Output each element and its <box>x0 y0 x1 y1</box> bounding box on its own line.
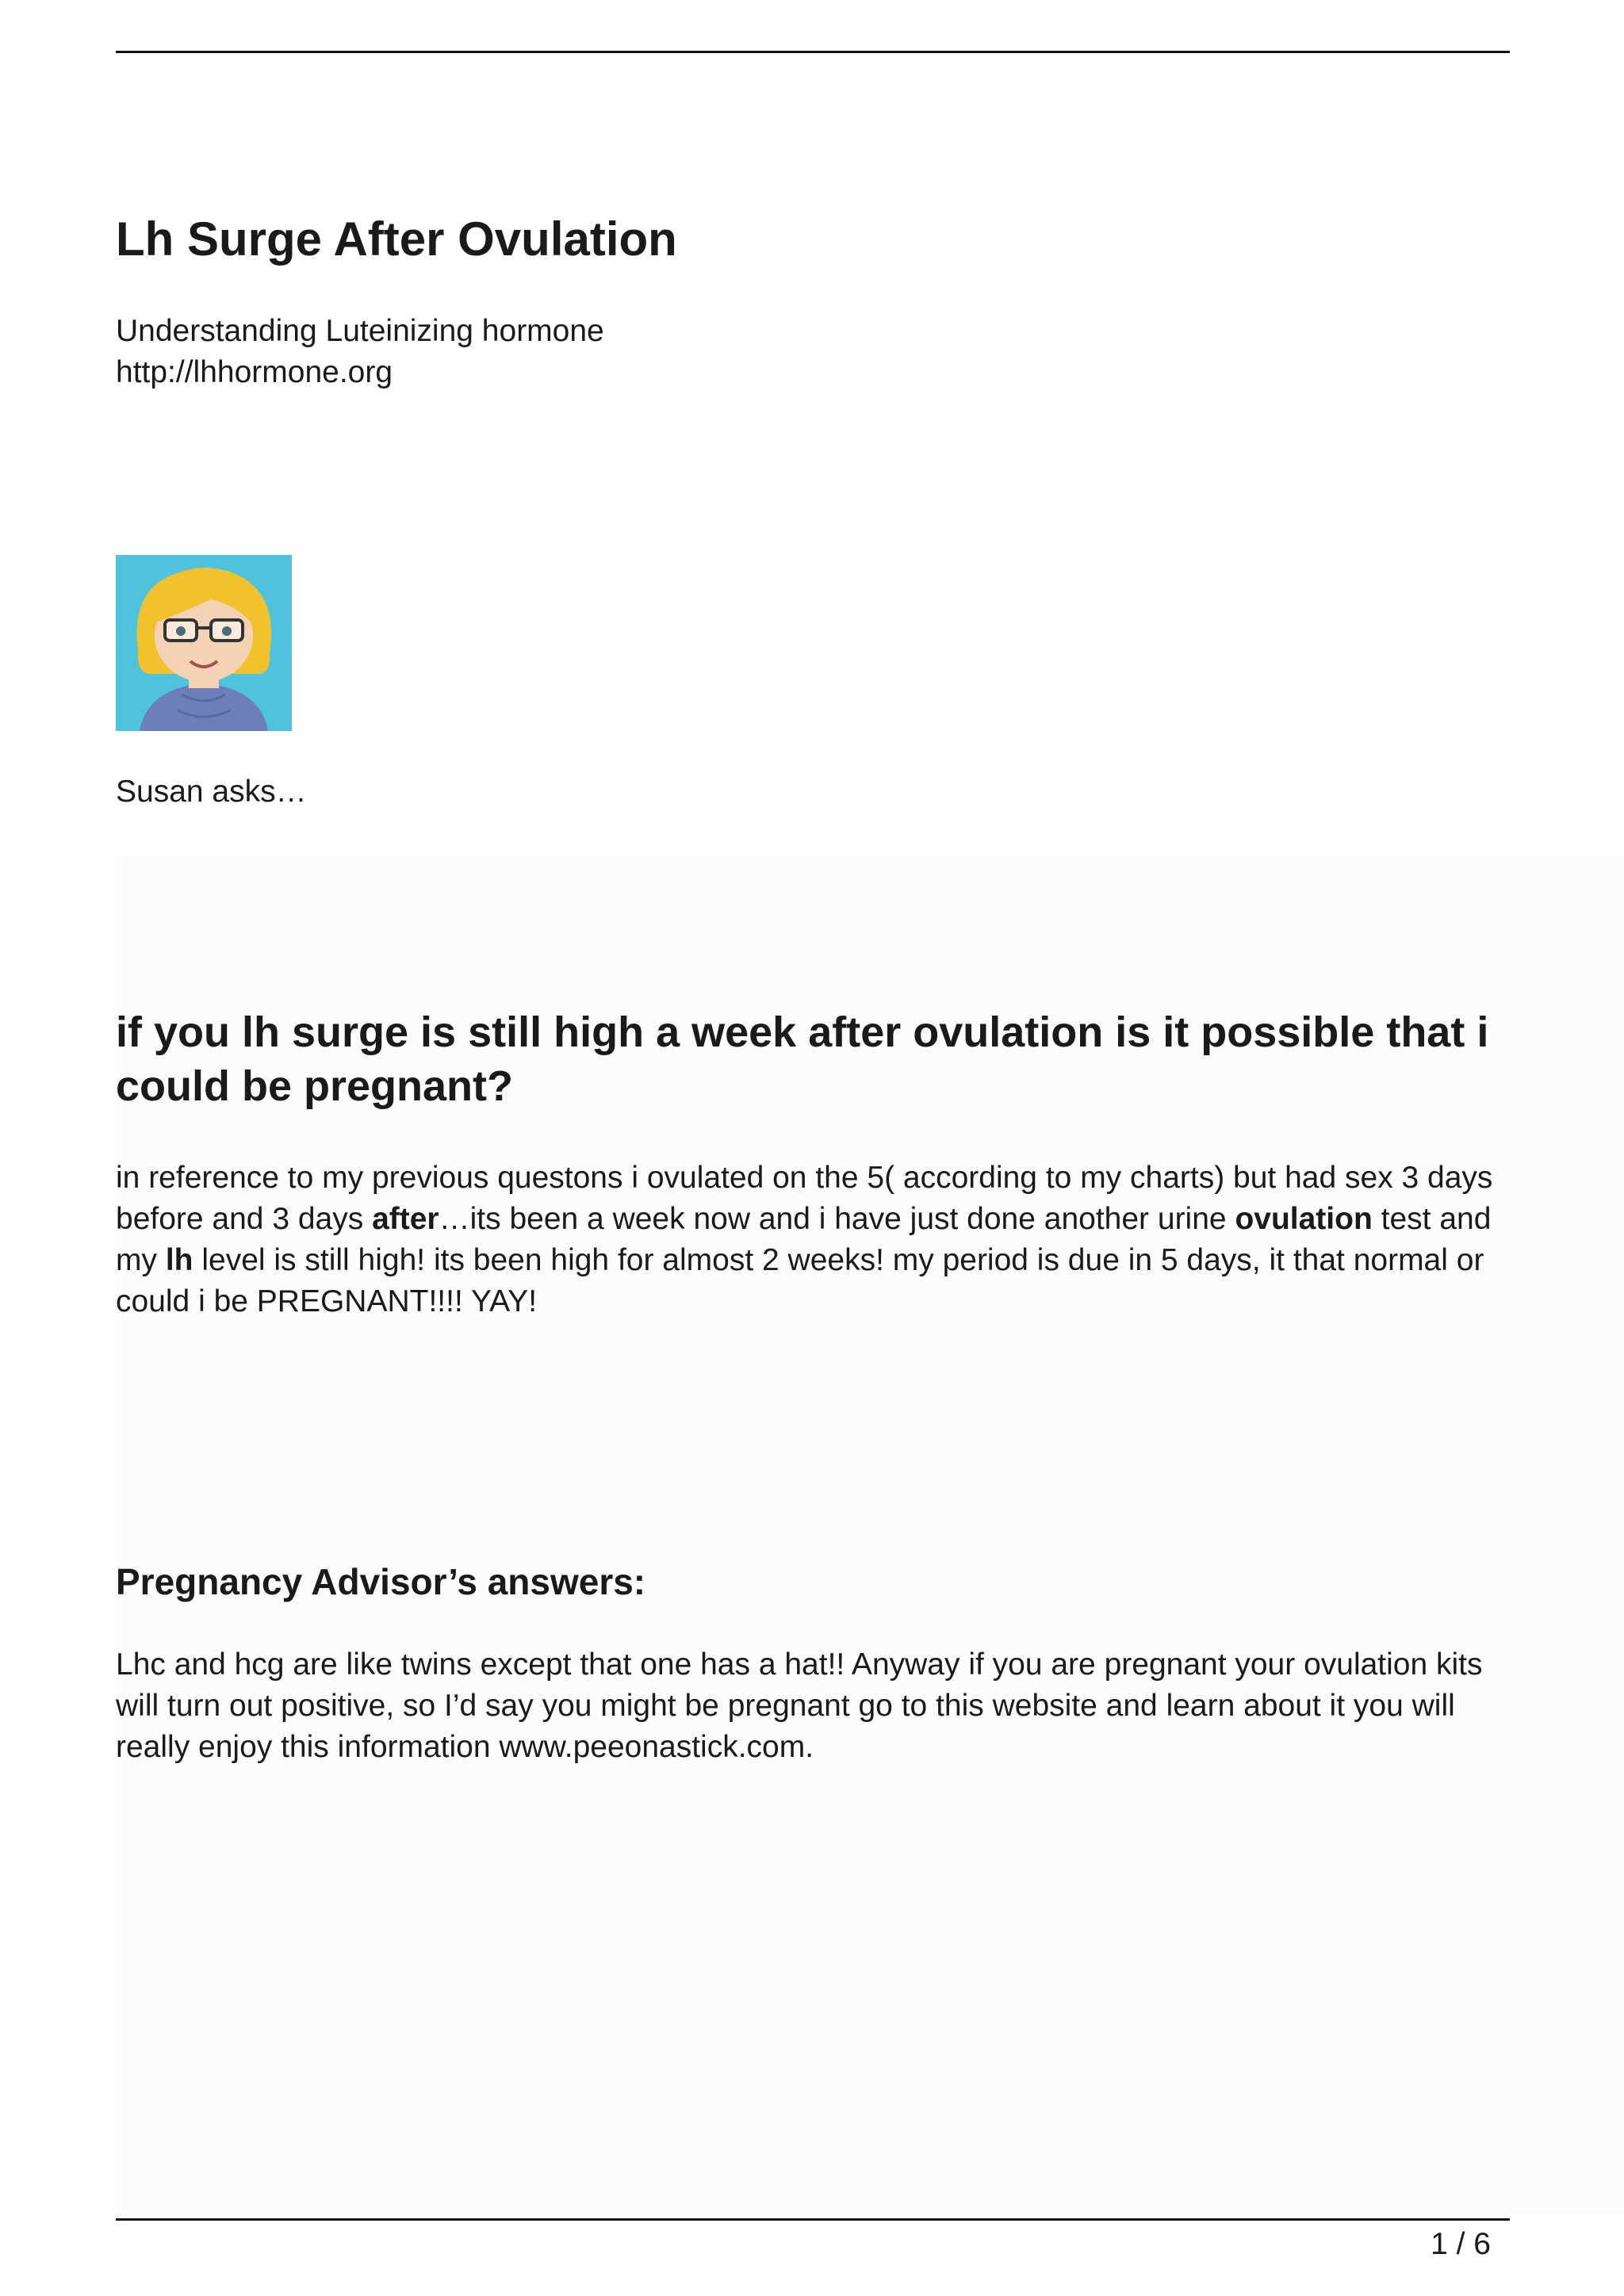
page-title: Lh Surge After Ovulation <box>116 212 677 266</box>
question-text: in reference to my previous questons i ovulated on the 5( according to my charts) but had sex 3 days before and 3 days <box>116 1161 1493 1236</box>
site-tagline: Understanding Luteinizing hormone <box>116 314 604 348</box>
site-info <box>116 311 604 393</box>
site-url: http://lhhormone.org <box>116 355 393 389</box>
question-text: test and my <box>116 1202 1492 1277</box>
keyword-ovulation: ovulation <box>1235 1202 1373 1236</box>
keyword-lh: lh <box>165 1243 193 1277</box>
header-rule <box>116 51 1510 53</box>
avatar <box>116 555 292 731</box>
page-indicator: 1 / 6 <box>1431 2227 1491 2261</box>
answers-heading: Pregnancy Advisor’s answers: <box>116 1561 646 1602</box>
asker-label: Susan asks… <box>116 775 307 809</box>
footer-rule <box>116 2218 1510 2221</box>
keyword-after: after <box>372 1202 439 1236</box>
answer-body: Lhc and hcg are like twins except that one has a hat!! Anyway if you are pregnant your ovulation kits will turn out positive, so I’d say you might be pregnant go to this website and learn about it you will really enjoy this information www.peeonastick.com. <box>116 1647 1483 1764</box>
question-text: level is still high! its been high for almost 2 weeks! my period is due in 5 days, it that normal or could i be PREGNANT!!!! YAY! <box>116 1243 1484 1318</box>
question-title: if you lh surge is still high a week after ovulation is it possible that i could be pregnant? <box>116 1008 1489 1110</box>
question-text: …its been a week now and i have just done another urine <box>439 1202 1235 1236</box>
question-body <box>116 1158 1519 1322</box>
